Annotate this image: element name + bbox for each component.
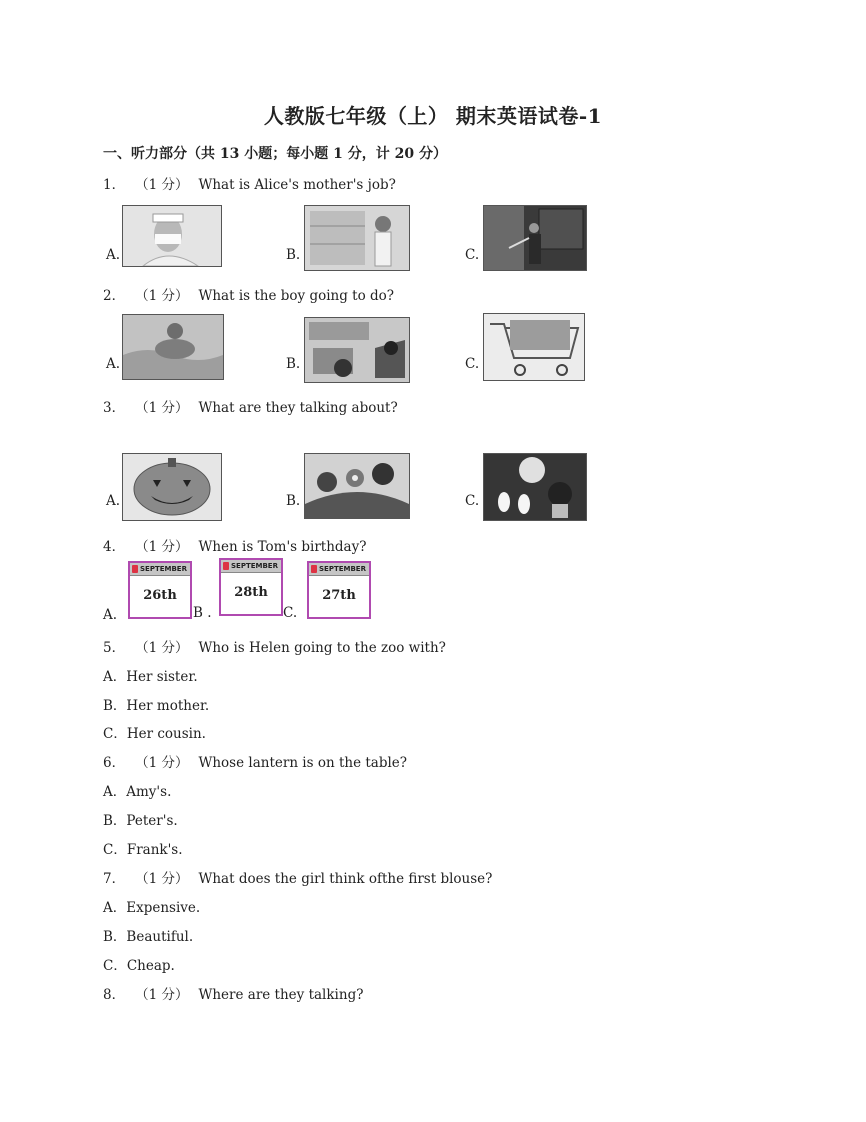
q4-calendar-b: SEPTEMBER 28th	[219, 558, 283, 616]
q6-option-a: A．Amy's.	[103, 784, 172, 800]
question-2: 2． （1 分） What is the boy going to do?	[103, 288, 395, 304]
q4-calendar-c: SEPTEMBER 27th	[307, 561, 371, 619]
q4-option-c-label: C.	[283, 605, 298, 621]
q7-option-a: A．Expensive.	[103, 900, 201, 916]
q1-option-c-label: C.	[465, 247, 480, 263]
q1-option-b-label: B.	[286, 247, 301, 263]
q1-shop-assistant-image	[304, 205, 410, 271]
calendar-day: 27th	[322, 588, 356, 603]
q3-option-a-label: A.	[106, 493, 121, 509]
q2-cooking-image	[304, 317, 410, 383]
q4-option-b-label: B .	[193, 605, 212, 621]
question-6: 6． （1 分） Whose lantern is on the table?	[103, 755, 408, 771]
q2-option-a-label: A.	[106, 356, 121, 372]
calendar-ring-icon	[311, 565, 317, 573]
q5-option-b: B．Her mother.	[103, 698, 210, 714]
question-7: 7． （1 分） What does the girl think ofthe first blouse?	[103, 871, 493, 887]
q5-option-c: C．Her cousin.	[103, 726, 206, 742]
q7-option-b: B．Beautiful.	[103, 929, 194, 945]
q3-moon-image	[483, 453, 587, 521]
q3-option-c-label: C.	[465, 493, 480, 509]
calendar-day: 28th	[234, 585, 268, 600]
q2-shopping-cart-image	[483, 313, 585, 381]
section-heading: 一、听力部分（共 13 小题；每小题 1 分，计 20 分）	[103, 146, 447, 162]
q6-option-b: B．Peter's.	[103, 813, 178, 829]
q1-option-a-label: A.	[106, 247, 121, 263]
question-8: 8． （1 分） Where are they talking?	[103, 987, 364, 1003]
question-3: 3． （1 分） What are they talking about?	[103, 400, 398, 416]
q1-teacher-image	[483, 205, 587, 271]
calendar-ring-icon	[132, 565, 138, 573]
q3-pumpkin-image	[122, 453, 222, 521]
q3-festival-image	[304, 453, 410, 519]
q2-option-b-label: B.	[286, 356, 301, 372]
q4-calendar-a: SEPTEMBER 26th	[128, 561, 192, 619]
question-5: 5． （1 分） Who is Helen going to the zoo with?	[103, 640, 446, 656]
q7-option-c: C．Cheap.	[103, 958, 175, 974]
page-title: 人教版七年级（上） 期末英语试卷-1	[263, 104, 603, 128]
calendar-day: 26th	[143, 588, 177, 603]
q4-option-a-label: A.	[103, 607, 118, 623]
q5-option-a: A．Her sister.	[103, 669, 198, 685]
q1-doctor-image	[122, 205, 222, 267]
q3-option-b-label: B.	[286, 493, 301, 509]
q6-option-c: C．Frank's.	[103, 842, 183, 858]
q2-option-c-label: C.	[465, 356, 480, 372]
q2-swimming-image	[122, 314, 224, 380]
question-1: 1． （1 分） What is Alice's mother's job?	[103, 177, 396, 193]
calendar-ring-icon	[223, 562, 229, 570]
question-4: 4． （1 分） When is Tom's birthday?	[103, 539, 367, 555]
